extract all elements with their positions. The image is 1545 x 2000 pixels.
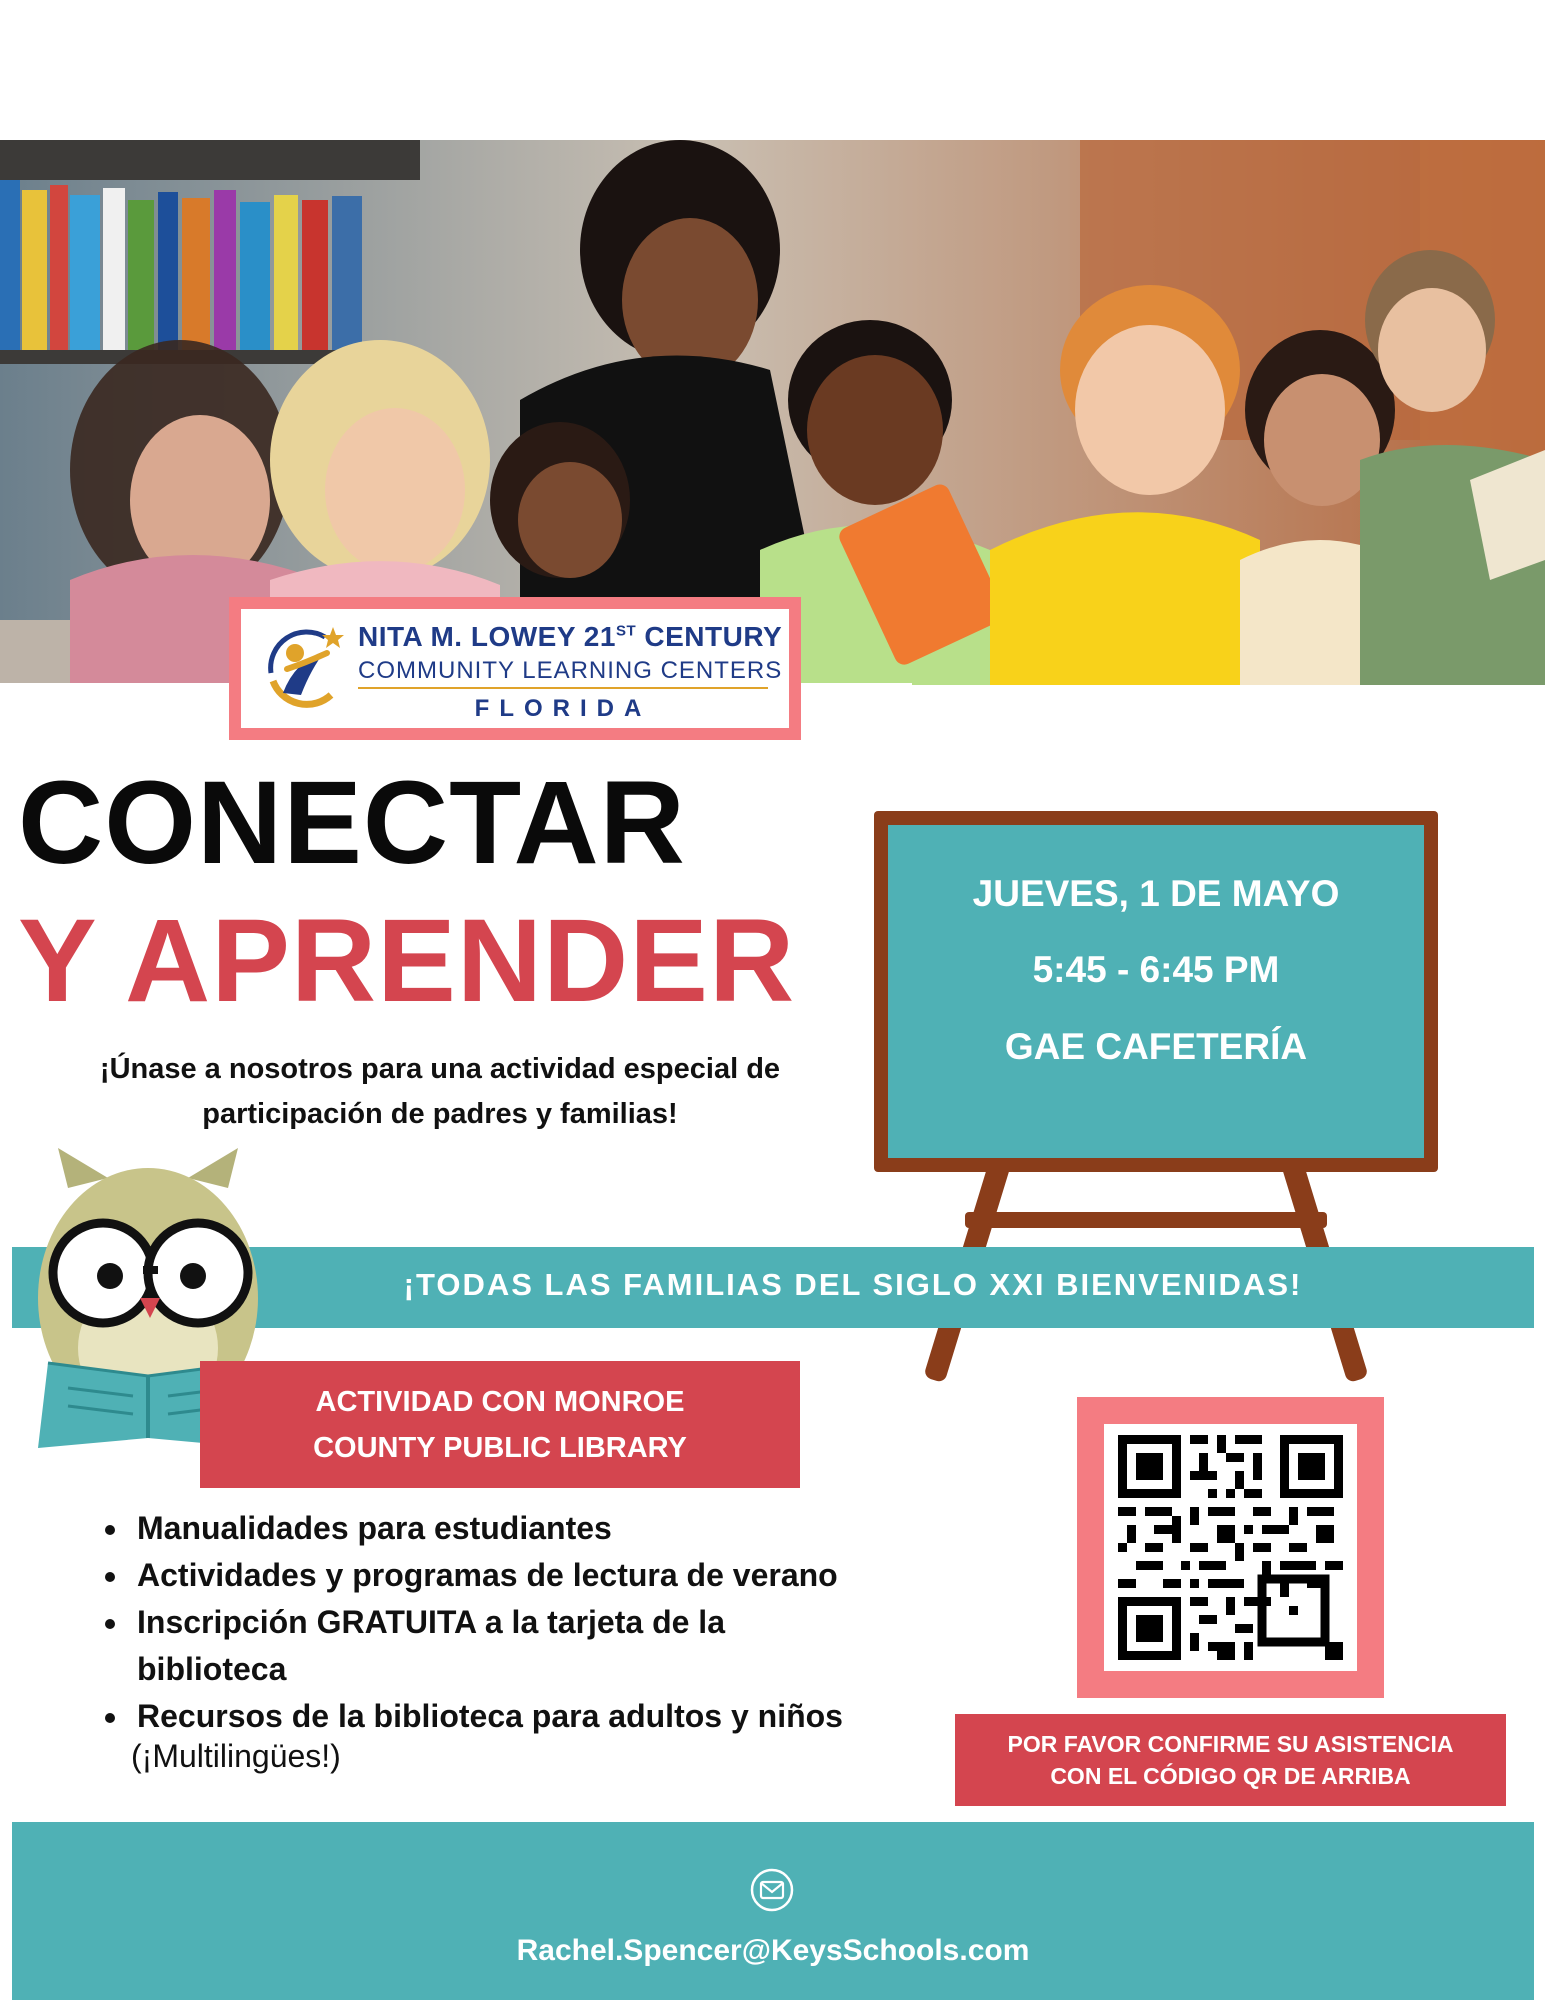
logo-title: NITA M. LOWEY 21ST CENTURY: [358, 621, 783, 652]
list-note: (¡Multilingües!): [131, 1738, 341, 1774]
activity-line-1: ACTIVIDAD CON MONROE: [315, 1386, 685, 1418]
qr-code-icon: [1118, 1435, 1343, 1660]
contact-email[interactable]: Rachel.Spencer@KeysSchools.com: [516, 1934, 1030, 1967]
subtitle-line-2: participación de padres y familias!: [202, 1098, 678, 1130]
easel-crossbar: [965, 1212, 1327, 1228]
rsvp-line-2: CON EL CÓDIGO QR DE ARRIBA: [1050, 1763, 1411, 1789]
event-date: JUEVES, 1 DE MAYO: [972, 873, 1340, 914]
logo-frame: [229, 597, 801, 740]
rsvp-text: [955, 1728, 1506, 1792]
logo: [241, 609, 789, 728]
logo-emblem-icon: [253, 623, 348, 715]
activity-list: [95, 1505, 961, 1740]
mail-icon: [750, 1868, 794, 1912]
activity-title: [200, 1379, 800, 1471]
list-item: • Inscripción GRATUITA a la tarjeta de la biblioteca: [131, 1599, 827, 1693]
title-line-1: CONECTAR: [18, 757, 686, 889]
activity-line-2: COUNTY PUBLIC LIBRARY: [313, 1432, 687, 1464]
logo-state: FLORIDA: [474, 695, 652, 722]
qr-frame: [1077, 1397, 1384, 1698]
rsvp-line-1: POR FAVOR CONFIRME SU ASISTENCIA: [1007, 1731, 1454, 1757]
footer: [12, 1822, 1534, 2000]
list-item: • Actividades y programas de lectura de verano: [131, 1552, 961, 1599]
rsvp-box: [955, 1714, 1506, 1806]
event-board: [874, 811, 1438, 1172]
subtitle: [40, 1047, 840, 1137]
event-board-face: [888, 825, 1424, 1158]
title-line-2: Y APRENDER: [18, 895, 796, 1027]
list-item: • Recursos de la biblioteca para adultos y niños: [131, 1693, 961, 1740]
subtitle-line-1: ¡Únase a nosotros para una actividad especial de: [99, 1053, 781, 1085]
activity-box: [200, 1361, 800, 1488]
logo-divider: [358, 687, 768, 689]
event-place: GAE CAFETERÍA: [1004, 1026, 1308, 1067]
qr-code[interactable]: [1104, 1424, 1357, 1671]
logo-subtitle: COMMUNITY LEARNING CENTERS: [358, 657, 783, 684]
event-time: 5:45 - 6:45 PM: [1032, 949, 1280, 990]
welcome-banner-text: ¡TODAS LAS FAMILIAS DEL SIGLO XXI BIENVENIDAS!: [403, 1267, 1303, 1302]
list-item: • Manualidades para estudiantes: [131, 1505, 961, 1552]
